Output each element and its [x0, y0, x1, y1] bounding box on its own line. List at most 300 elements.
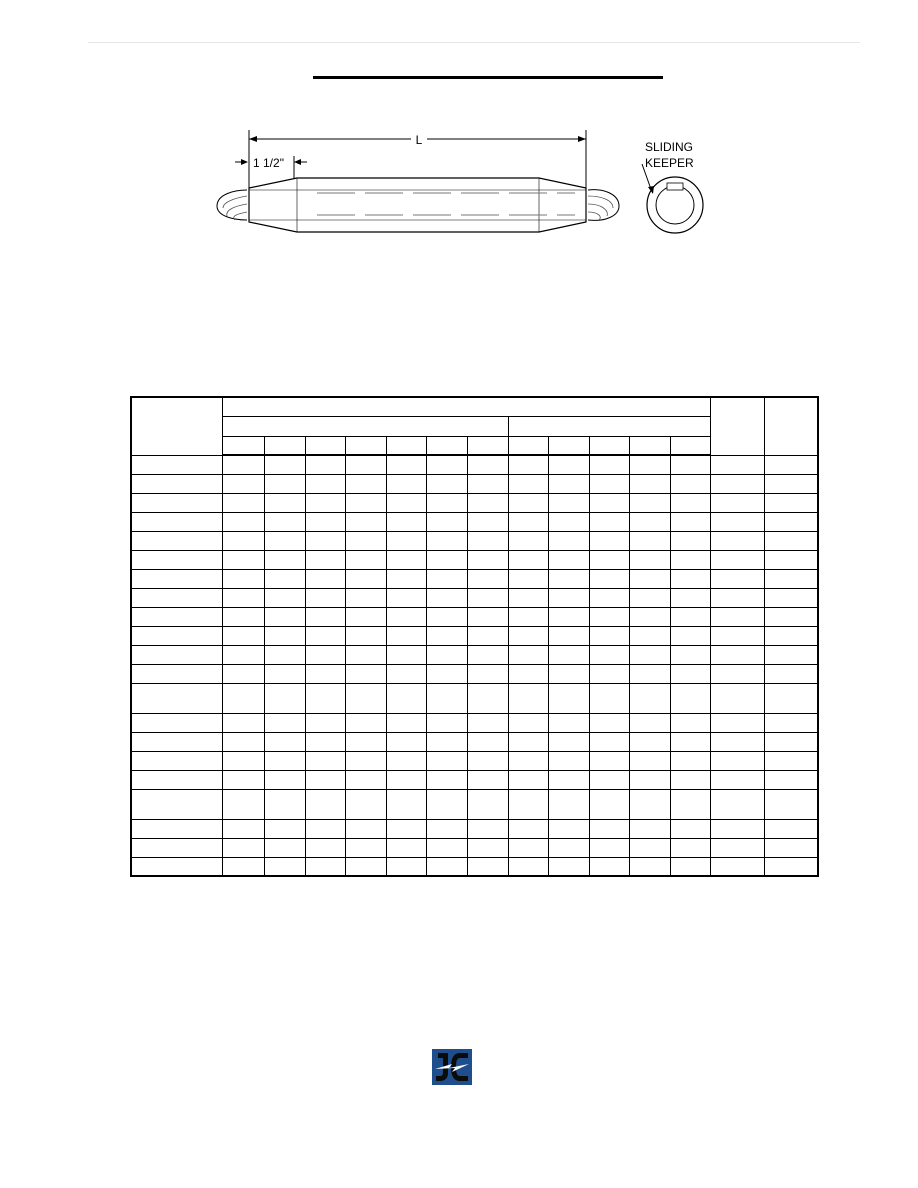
table-cell — [305, 857, 345, 876]
table-cell — [508, 531, 548, 550]
table-cell — [386, 683, 426, 713]
table-cell — [264, 838, 305, 857]
table-cell — [305, 607, 345, 626]
title-underline — [313, 76, 663, 79]
table-cell — [264, 713, 305, 732]
table-row — [131, 550, 818, 569]
table-cell — [467, 645, 508, 664]
table-cell — [710, 838, 764, 857]
table-cell — [629, 683, 670, 713]
header-cell-type — [131, 397, 222, 455]
table-cell — [710, 474, 764, 493]
table-cell — [426, 474, 467, 493]
table-cell — [264, 645, 305, 664]
table-row — [131, 645, 818, 664]
table-cell — [386, 838, 426, 857]
table-cell — [467, 550, 508, 569]
table-cell — [131, 512, 222, 531]
table-cell — [670, 455, 710, 474]
table-cell — [131, 664, 222, 683]
table-cell — [589, 588, 629, 607]
table-cell — [345, 770, 386, 789]
table-cell — [131, 607, 222, 626]
table-cell — [264, 474, 305, 493]
table-cell — [670, 751, 710, 770]
table-cell — [629, 645, 670, 664]
table-cell — [222, 770, 264, 789]
header-cell — [345, 436, 386, 455]
table-cell — [548, 732, 589, 751]
table-cell — [589, 664, 629, 683]
table-cell — [131, 819, 222, 838]
table-cell — [710, 713, 764, 732]
table-cell — [548, 550, 589, 569]
table-cell — [764, 531, 818, 550]
table-cell — [548, 645, 589, 664]
table-cell — [670, 531, 710, 550]
table-cell — [670, 664, 710, 683]
table-cell — [508, 664, 548, 683]
table-cell — [131, 588, 222, 607]
table-cell — [222, 664, 264, 683]
table-cell — [710, 664, 764, 683]
table-cell — [386, 512, 426, 531]
table-cell — [264, 789, 305, 819]
header-cell-weight — [764, 397, 818, 455]
table-cell — [508, 512, 548, 531]
table-cell — [131, 531, 222, 550]
table-cell — [508, 789, 548, 819]
table-cell — [548, 857, 589, 876]
table-cell — [222, 645, 264, 664]
table-cell — [629, 569, 670, 588]
table-cell — [589, 645, 629, 664]
table-cell — [629, 838, 670, 857]
table-row — [131, 474, 818, 493]
table-cell — [426, 512, 467, 531]
table-cell — [710, 789, 764, 819]
table-cell — [629, 789, 670, 819]
table-row — [131, 569, 818, 588]
table-cell — [508, 732, 548, 751]
table-cell — [467, 713, 508, 732]
table-row — [131, 770, 818, 789]
table-cell — [764, 474, 818, 493]
table-cell — [264, 455, 305, 474]
table-cell — [305, 751, 345, 770]
table-row — [131, 819, 818, 838]
table-cell — [764, 569, 818, 588]
table-cell — [670, 732, 710, 751]
table-cell — [131, 789, 222, 819]
table-cell — [467, 493, 508, 512]
table-cell — [386, 474, 426, 493]
table-cell — [305, 770, 345, 789]
table-cell — [386, 819, 426, 838]
table-cell — [305, 683, 345, 713]
table-cell — [670, 770, 710, 789]
table-cell — [264, 770, 305, 789]
table-cell — [467, 838, 508, 857]
table-cell — [426, 713, 467, 732]
table-cell — [548, 819, 589, 838]
table-cell — [710, 819, 764, 838]
table-cell — [508, 645, 548, 664]
table-cell — [426, 857, 467, 876]
table-cell — [426, 751, 467, 770]
table-cell — [670, 819, 710, 838]
table-cell — [222, 819, 264, 838]
table-cell — [467, 588, 508, 607]
table-cell — [764, 713, 818, 732]
spec-table — [130, 396, 819, 877]
table-cell — [508, 819, 548, 838]
table-cell — [589, 569, 629, 588]
table-cell — [710, 569, 764, 588]
table-cell — [345, 474, 386, 493]
table-cell — [345, 751, 386, 770]
table-cell — [345, 683, 386, 713]
table-cell — [426, 550, 467, 569]
table-cell — [264, 588, 305, 607]
header-cell — [670, 436, 710, 455]
table-cell — [548, 455, 589, 474]
table-cell — [345, 789, 386, 819]
table-cell — [222, 683, 264, 713]
table-cell — [629, 770, 670, 789]
table-cell — [589, 550, 629, 569]
table-cell — [222, 626, 264, 645]
table-cell — [386, 607, 426, 626]
table-cell — [426, 838, 467, 857]
keeper-label-line2: KEEPER — [645, 156, 694, 170]
table-cell — [589, 732, 629, 751]
taper-label: 1 1/2" — [253, 156, 284, 170]
table-cell — [764, 683, 818, 713]
company-logo — [432, 1049, 472, 1085]
table-cell — [629, 751, 670, 770]
table-cell — [589, 751, 629, 770]
table-cell — [264, 512, 305, 531]
table-cell — [222, 474, 264, 493]
table-cell — [670, 838, 710, 857]
table-cell — [305, 474, 345, 493]
table-cell — [548, 512, 589, 531]
table-row — [131, 493, 818, 512]
table-cell — [710, 588, 764, 607]
table-cell — [629, 626, 670, 645]
table-cell — [710, 683, 764, 713]
table-cell — [222, 751, 264, 770]
table-cell — [764, 819, 818, 838]
table-cell — [131, 683, 222, 713]
table-cell — [131, 626, 222, 645]
table-cell — [426, 819, 467, 838]
keeper-label-line1: SLIDING — [645, 140, 694, 154]
table-cell — [426, 732, 467, 751]
table-cell — [548, 474, 589, 493]
table-cell — [426, 645, 467, 664]
table-cell — [629, 819, 670, 838]
table-cell — [548, 607, 589, 626]
table-cell — [548, 588, 589, 607]
table-cell — [710, 455, 764, 474]
header-cell — [467, 436, 508, 455]
table-cell — [467, 857, 508, 876]
table-cell — [710, 770, 764, 789]
table-cell — [629, 531, 670, 550]
table-cell — [548, 626, 589, 645]
table-cell — [222, 713, 264, 732]
table-cell — [764, 770, 818, 789]
table-cell — [508, 569, 548, 588]
table-cell — [222, 512, 264, 531]
table-cell — [670, 569, 710, 588]
table-cell — [264, 732, 305, 751]
header-cell-subgroup-a — [222, 416, 508, 436]
table-cell — [131, 645, 222, 664]
table-cell — [426, 789, 467, 819]
table-cell — [386, 588, 426, 607]
table-row — [131, 713, 818, 732]
table-cell — [670, 588, 710, 607]
table-cell — [548, 493, 589, 512]
table-cell — [589, 838, 629, 857]
table-cell — [131, 838, 222, 857]
table-cell — [345, 838, 386, 857]
table-cell — [305, 819, 345, 838]
table-cell — [131, 455, 222, 474]
table-cell — [589, 857, 629, 876]
table-cell — [345, 493, 386, 512]
table-cell — [345, 531, 386, 550]
table-cell — [305, 664, 345, 683]
table-cell — [345, 857, 386, 876]
table-cell — [386, 789, 426, 819]
header-cell — [508, 436, 548, 455]
table-cell — [386, 531, 426, 550]
table-body — [131, 455, 818, 876]
table-row — [131, 857, 818, 876]
table-cell — [131, 751, 222, 770]
table-cell — [264, 569, 305, 588]
header-cell — [305, 436, 345, 455]
table-cell — [345, 550, 386, 569]
table-cell — [467, 664, 508, 683]
table-cell — [426, 664, 467, 683]
table-cell — [131, 569, 222, 588]
table-cell — [508, 455, 548, 474]
table-cell — [222, 607, 264, 626]
table-cell — [589, 455, 629, 474]
table-cell — [222, 550, 264, 569]
table-cell — [264, 819, 305, 838]
table-cell — [386, 550, 426, 569]
table-cell — [264, 493, 305, 512]
table-cell — [305, 531, 345, 550]
table-cell — [508, 713, 548, 732]
table-cell — [386, 732, 426, 751]
table-cell — [264, 531, 305, 550]
table-cell — [710, 626, 764, 645]
table-cell — [467, 474, 508, 493]
table-cell — [589, 713, 629, 732]
table-cell — [467, 626, 508, 645]
table-cell — [305, 626, 345, 645]
table-cell — [508, 474, 548, 493]
table-cell — [629, 857, 670, 876]
table-cell — [305, 550, 345, 569]
table-cell — [548, 713, 589, 732]
table-cell — [131, 857, 222, 876]
table-cell — [629, 713, 670, 732]
header-cell-subgroup-b — [508, 416, 710, 436]
table-row — [131, 664, 818, 683]
table-cell — [670, 713, 710, 732]
table-cell — [629, 588, 670, 607]
table-cell — [508, 751, 548, 770]
table-cell — [764, 789, 818, 819]
table-cell — [426, 531, 467, 550]
table-cell — [548, 531, 589, 550]
table-cell — [222, 493, 264, 512]
table-row — [131, 789, 818, 819]
table-row — [131, 588, 818, 607]
table-row — [131, 531, 818, 550]
table-cell — [629, 455, 670, 474]
table-cell — [508, 550, 548, 569]
splice-drawing — [205, 120, 725, 245]
table-cell — [345, 626, 386, 645]
table-cell — [670, 626, 710, 645]
table-cell — [386, 770, 426, 789]
table-cell — [508, 607, 548, 626]
table-cell — [467, 751, 508, 770]
table-cell — [467, 789, 508, 819]
table-cell — [589, 607, 629, 626]
table-row — [131, 838, 818, 857]
table-cell — [764, 607, 818, 626]
table-cell — [345, 588, 386, 607]
table-cell — [670, 493, 710, 512]
table-cell — [710, 607, 764, 626]
table-cell — [305, 789, 345, 819]
table-cell — [386, 857, 426, 876]
table-cell — [508, 770, 548, 789]
table-cell — [426, 493, 467, 512]
header-cell — [222, 436, 264, 455]
table-cell — [131, 550, 222, 569]
table-cell — [222, 569, 264, 588]
table-cell — [305, 713, 345, 732]
table-cell — [426, 455, 467, 474]
table-cell — [670, 607, 710, 626]
table-cell — [508, 626, 548, 645]
table-cell — [508, 683, 548, 713]
table-cell — [345, 645, 386, 664]
header-cell-length — [710, 397, 764, 455]
table-cell — [710, 531, 764, 550]
table-cell — [548, 838, 589, 857]
table-cell — [764, 838, 818, 857]
table-cell — [589, 819, 629, 838]
table-cell — [764, 512, 818, 531]
table-cell — [131, 770, 222, 789]
table-cell — [305, 732, 345, 751]
table-cell — [764, 550, 818, 569]
table-cell — [386, 713, 426, 732]
table-cell — [386, 455, 426, 474]
table-cell — [589, 683, 629, 713]
table-cell — [264, 751, 305, 770]
table-cell — [222, 857, 264, 876]
header-cell-group — [222, 397, 710, 416]
table-cell — [305, 645, 345, 664]
header-cell — [386, 436, 426, 455]
table-cell — [222, 588, 264, 607]
table-cell — [710, 550, 764, 569]
table-cell — [670, 645, 710, 664]
table-cell — [345, 713, 386, 732]
table-cell — [264, 857, 305, 876]
table-cell — [629, 664, 670, 683]
table-cell — [222, 732, 264, 751]
table-cell — [629, 493, 670, 512]
table-cell — [264, 607, 305, 626]
header-cell — [264, 436, 305, 455]
table-cell — [386, 645, 426, 664]
table-cell — [508, 588, 548, 607]
table-cell — [222, 789, 264, 819]
table-cell — [548, 664, 589, 683]
table-cell — [467, 683, 508, 713]
table-cell — [345, 455, 386, 474]
table-cell — [670, 512, 710, 531]
table-cell — [467, 732, 508, 751]
header-cell — [629, 436, 670, 455]
header-cell — [589, 436, 629, 455]
table-cell — [345, 512, 386, 531]
table-cell — [264, 626, 305, 645]
table-cell — [131, 732, 222, 751]
table-cell — [131, 474, 222, 493]
table-cell — [345, 732, 386, 751]
table-cell — [589, 626, 629, 645]
table-cell — [548, 683, 589, 713]
table-cell — [467, 607, 508, 626]
table-cell — [589, 474, 629, 493]
header-cell — [426, 436, 467, 455]
table-cell — [222, 838, 264, 857]
table-cell — [467, 770, 508, 789]
table-cell — [764, 732, 818, 751]
table-cell — [548, 751, 589, 770]
table-cell — [345, 607, 386, 626]
table-cell — [508, 857, 548, 876]
table-row — [131, 751, 818, 770]
table-cell — [764, 751, 818, 770]
table-cell — [710, 512, 764, 531]
length-label: L — [415, 133, 423, 147]
table-cell — [305, 493, 345, 512]
table-cell — [467, 569, 508, 588]
table-cell — [710, 493, 764, 512]
table-cell — [426, 626, 467, 645]
table-cell — [131, 493, 222, 512]
table-cell — [710, 732, 764, 751]
table-cell — [589, 531, 629, 550]
table-cell — [305, 569, 345, 588]
